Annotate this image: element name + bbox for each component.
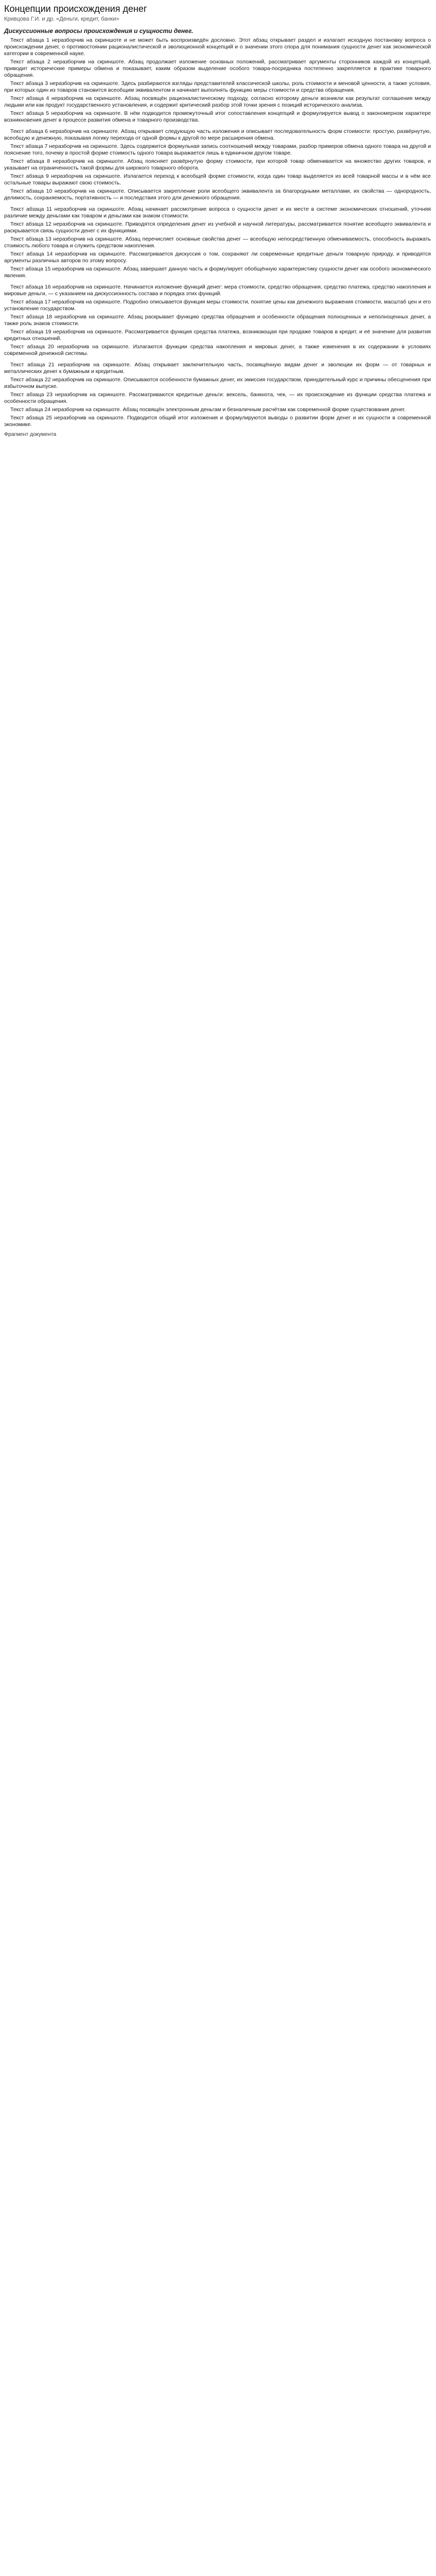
paragraph: Текст абзаца 19 неразборчив на скриншоте. Рассматривается функция средства платежа, возникающая при продаже товаров в кредит, и её значение для развития кредитных отношений. <box>4 329 431 342</box>
paragraph: Текст абзаца 6 неразборчив на скриншоте. Абзац открывает следующую часть изложения и описывает последовательность форм стоимости: простую, развёрнутую, всеобщую и денежную, показывая логику перехода от одной формы к другой по мере расширения обмена. <box>4 128 431 141</box>
document-byline: Кривцова Г.И. и др. «Деньги, кредит, банки» <box>4 16 119 22</box>
paragraph: Текст абзаца 13 неразборчив на скриншоте. Абзац перечисляет основные свойства денег — всеобщую непосредственную обмениваемость, способность выражать стоимость любого товара и служить средством накопления. <box>4 236 431 249</box>
paragraph: Текст абзаца 9 неразборчив на скриншоте. Излагается переход к всеобщей форме стоимости, когда один товар выделяется из всей товарной массы и в нём все остальные товары выражают свою стоимость. <box>4 173 431 186</box>
section-heading: Дискуссионные вопросы происхождения и сущности денег. <box>4 27 194 35</box>
paragraph: Текст абзаца 7 неразборчив на скриншоте. Здесь содержится формульная запись соотношений между товарами, разбор примеров обмена одного товара на другой и пояснение того, почему в простой форме стоимость одного товара выражается лишь в единичном другом товаре. <box>4 143 431 156</box>
paragraph: Текст абзаца 18 неразборчив на скриншоте. Абзац раскрывает функцию средства обращения и особенности обращения полноценных и неполноценных денег, а также роль знаков стоимости. <box>4 314 431 327</box>
paragraph: Текст абзаца 22 неразборчив на скриншоте. Описываются особенности бумажных денег, их эмиссия государством, принудительный курс и причины обесценения при избыточном выпуске. <box>4 377 431 389</box>
paragraph: Текст абзаца 24 неразборчив на скриншоте. Абзац посвящён электронным деньгам и безналичным расчётам как современной форме существования денег. <box>10 406 406 413</box>
section-1 <box>4 27 431 124</box>
section-2 <box>4 128 431 201</box>
paragraph: Текст абзаца 21 неразборчив на скриншоте. Абзац открывает заключительную часть, посвящённую видам денег и эволюции их форм — от товарных и металлических денег к бумажным и кредитным. <box>4 362 431 375</box>
paragraph: Текст абзаца 4 неразборчив на скриншоте. Абзац посвящён рационалистическому подходу, согласно которому деньги возникли как результат соглашения между людьми или как продукт государственного установления, и содержит критический разбор этой точки зрения с позиций исторического анализа. <box>4 95 431 108</box>
section-3 <box>4 206 431 279</box>
paragraph: Текст абзаца 20 неразборчив на скриншоте. Излагаются функции средства накопления и мировых денег, а также изменения в их содержании в условиях современной денежной системы. <box>4 344 431 357</box>
paragraph: Текст абзаца 17 неразборчив на скриншоте. Подробно описывается функция меры стоимости, понятие цены как денежного выражения стоимости, масштаб цен и его установление государством. <box>4 299 431 312</box>
paragraph: Текст абзаца 15 неразборчив на скриншоте. Абзац завершает данную часть и формулирует обобщённую характеристику сущности денег как особого экономического явления. <box>4 266 431 279</box>
paragraph: Текст абзаца 5 неразборчив на скриншоте. В нём подводится промежуточный итог сопоставления концепций и формулируется вывод о закономерном характере возникновения денег в процессе развития обмена и товарного производства. <box>4 110 431 123</box>
document-footer: Фрагмент документа <box>4 431 57 437</box>
paragraph: Текст абзаца 1 неразборчив на скриншоте и не может быть воспроизведён дословно. Этот абзац открывает раздел и излагает исходную постановку вопроса о происхождении денег, о противостоянии рационалистической и эволюционной концепций и о значении этого спора для понимания сущности денег как экономической категории в современной науке. <box>4 37 431 57</box>
paragraph: Текст абзаца 23 неразборчив на скриншоте. Рассматриваются кредитные деньги: вексель, банкнота, чек, — их происхождение из функции средства платежа и особенности обращения. <box>4 392 431 404</box>
paragraph: Текст абзаца 2 неразборчив на скриншоте. Абзац продолжает изложение основных положений, рассматривает аргументы сторонников каждой из концепций, приводит исторические примеры обмена и показывает, каким образом выделение особого товара-посредника постепенно закрепляется в практике товарного обращения. <box>4 59 431 78</box>
paragraph: Текст абзаца 14 неразборчив на скриншоте. Рассматривается дискуссия о том, сохраняют ли современные кредитные деньги товарную природу, и приводятся аргументы различных авторов по этому вопросу. <box>4 251 431 264</box>
section-4 <box>4 284 431 357</box>
paragraph: Текст абзаца 12 неразборчив на скриншоте. Приводятся определения денег из учебной и научной литературы, рассматривается понятие всеобщего эквивалента и раскрывается связь сущности денег с их функциями. <box>4 221 431 234</box>
paragraph: Текст абзаца 8 неразборчив на скриншоте. Абзац поясняет развёрнутую форму стоимости, при которой товар обменивается на множество других товаров, и указывает на ограниченность такой формы для широкого товарного оборота. <box>4 158 431 171</box>
paragraph: Текст абзаца 11 неразборчив на скриншоте. Абзац начинает рассмотрение вопроса о сущности денег и их месте в системе экономических отношений, уточняя различие между деньгами как товаром и деньгами как знаком стоимости. <box>4 206 431 219</box>
section-5 <box>4 362 431 428</box>
document-title: Концепции происхождения денег <box>4 4 147 14</box>
paragraph: Текст абзаца 10 неразборчив на скриншоте. Описывается закрепление роли всеобщего эквивалента за благородными металлами, их свойства — однородность, делимость, сохраняемость, портативность — и последствия этого для денежного обращения. <box>4 188 431 201</box>
paragraph: Текст абзаца 3 неразборчив на скриншоте. Здесь разбираются взгляды представителей классической школы, роль стоимости и меновой ценности, а также условия, при которых один из товаров становится всеобщим эквивалентом и начинает выполнять функцию меры стоимости и средства обращения. <box>4 80 431 93</box>
paragraph: Текст абзаца 25 неразборчив на скриншоте. Подводится общий итог изложения и формулируются выводы о развитии форм денег и их сущности в современной экономике. <box>4 415 431 428</box>
paragraph: Текст абзаца 16 неразборчив на скриншоте. Начинается изложение функций денег: мера стоимости, средство обращения, средство платежа, средство накопления и мировые деньги, — с указанием на дискуссионность состава и порядка этих функций. <box>4 284 431 297</box>
